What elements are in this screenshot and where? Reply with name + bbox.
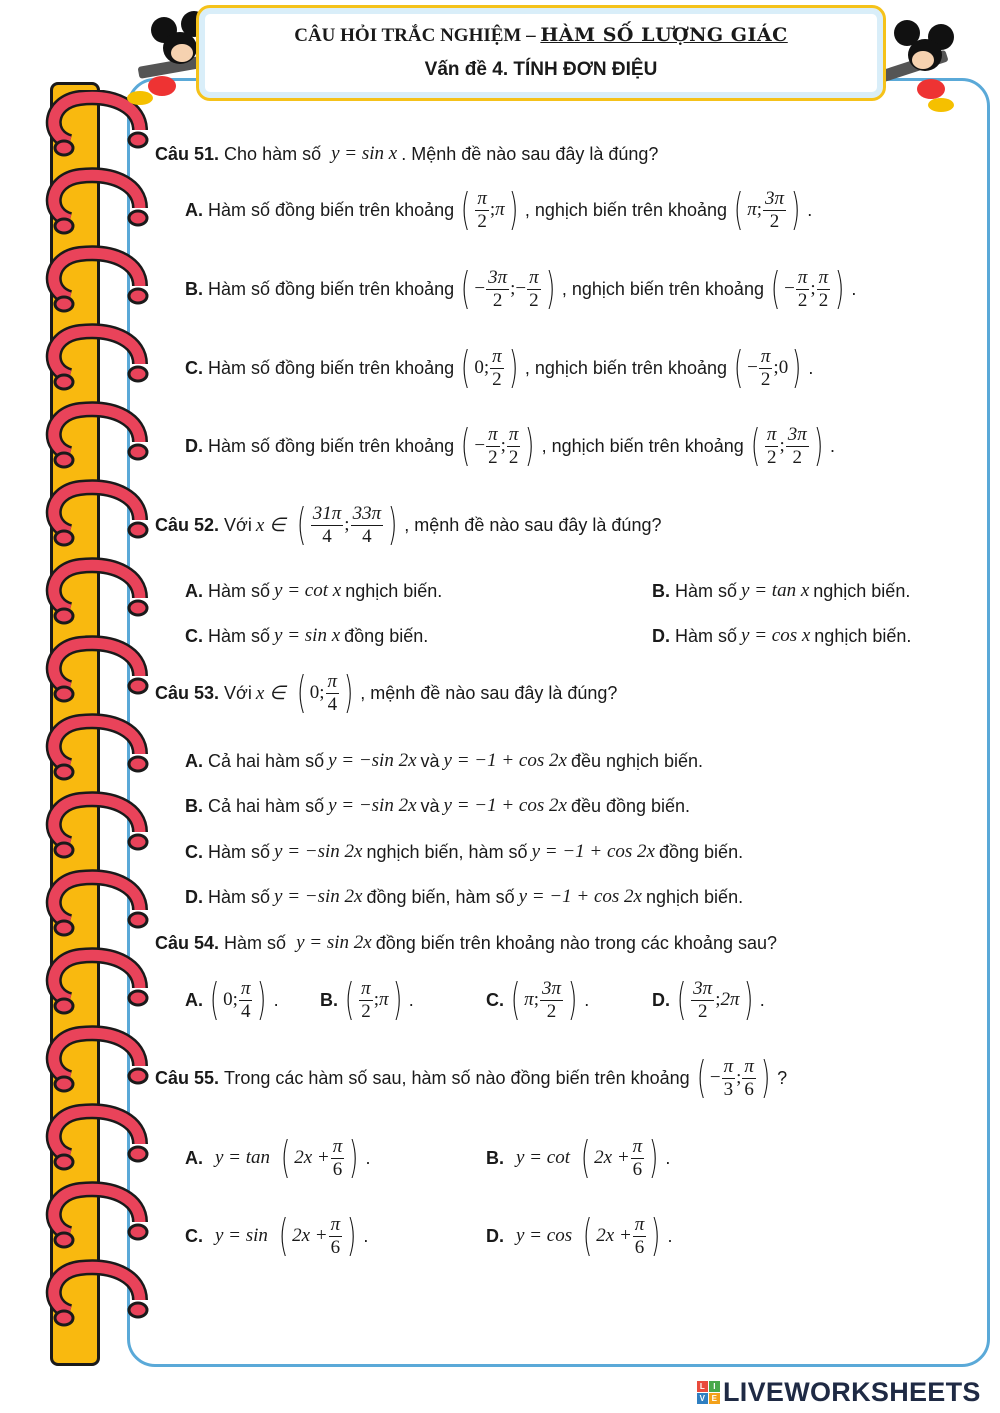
option-51-c[interactable]: C. Hàm số đồng biến trên khoảng ( 0 ; $\frac{\pi}{2}$ ) , nghịch biến trên khoảng ( − $\frac{\pi}{2}$ ; 0 ) . [185,342,814,394]
option-52-b[interactable]: B. Hàm số y = tan x nghịch biến. [652,580,911,601]
option-53-d[interactable]: D. Hàm số y = −sin 2x đồng biến, hàm số y = −1 + cos 2x nghịch biến. [185,886,744,907]
brand-name: LIVEWORKSHEETS [723,1377,981,1407]
option-54-d[interactable]: D. ( $\frac{3\pi}{2}$ ; 2π ) . [652,974,765,1026]
option-51-d[interactable]: D. Hàm số đồng biến trên khoảng ( − $\frac{\pi}{2}$ ; $\frac{\pi}{2}$ ) , nghịch biến trên khoảng ( $\frac{\pi}{2}$ ; $\frac{3\pi}{2}$ ) . [185,420,835,472]
option-52-a[interactable]: A. Hàm số y = cot x nghịch biến. [185,580,443,601]
header-banner [196,5,886,101]
option-53-c[interactable]: C. Hàm số y = −sin 2x nghịch biến, hàm số y = −1 + cos 2x đồng biến. [185,841,744,862]
option-53-a[interactable]: A. Cả hai hàm số y = −sin 2x và y = −1 + cos 2x đều nghịch biến. [185,750,704,771]
question-54: Câu 54. Hàm số y = sin 2x đồng biến trên khoảng nào trong các khoảng sau? [155,932,777,953]
option-54-b[interactable]: B. ( $\frac{\pi}{2}$ ; π ) . [320,974,414,1026]
liveworksheets-logo[interactable] [697,1377,981,1408]
page-subtitle: Vấn đề 4. TÍNH ĐƠN ĐIỆU [424,59,658,80]
question-51: Câu 51. Cho hàm số y = sin x . Mệnh đề nào sau đây là đúng? [155,143,659,164]
option-51-a[interactable]: A. Hàm số đồng biến trên khoảng ( $\frac{\pi}{2}$ ; π ) , nghịch biến trên khoảng ( π ; $\frac{3\pi}{2}$ ) . [185,184,813,236]
option-55-d[interactable]: D. y = cos ( 2x + $\frac{\pi}{6}$ ) . [486,1210,673,1262]
question-55: Câu 55. Trong các hàm số sau, hàm số nào đồng biến trên khoảng ( − $\frac{\pi}{3}$ ; $\frac{\pi}{6}$ ) ? [155,1052,788,1104]
question-53: Câu 53. Với x ∈ ( 0 ; $\frac{\pi}{4}$ ) , mệnh đề nào sau đây là đúng? [155,667,618,719]
option-53-b[interactable]: B. Cả hai hàm số y = −sin 2x và y = −1 + cos 2x đều đồng biến. [185,795,691,816]
option-55-c[interactable]: C. y = sin ( 2x + $\frac{\pi}{6}$ ) . [185,1210,369,1262]
option-54-c[interactable]: C. ( π ; $\frac{3\pi}{2}$ ) . [486,974,590,1026]
option-55-b[interactable]: B. y = cot ( 2x + $\frac{\pi}{6}$ ) . [486,1132,671,1184]
liveworksheets-logo-icon: L I V E [697,1381,720,1404]
spiral-rings [40,90,160,1350]
option-55-a[interactable]: A. y = tan ( 2x + $\frac{\pi}{6}$ ) . [185,1132,371,1184]
option-51-b[interactable]: B. Hàm số đồng biến trên khoảng ( − $\frac{3\pi}{2}$ ; − $\frac{\pi}{2}$ ) , nghịch biến trên khoảng ( − $\frac{\pi}{2}$ ; $\frac{\pi}{2}$ ) . [185,263,857,315]
option-52-c[interactable]: C. Hàm số y = sin x đồng biến. [185,625,429,646]
option-52-d[interactable]: D. Hàm số y = cos x nghịch biến. [652,625,912,646]
option-54-a[interactable]: A. ( 0 ; $\frac{\pi}{4}$ ) . [185,974,279,1026]
topic-title: HÀM SỐ LƯỢNG GIÁC [540,24,788,46]
page-title: CÂU HỎI TRẮC NGHIỆM – HÀM SỐ LƯỢNG GIÁC [294,24,788,46]
question-52: Câu 52. Với x ∈ ( $\frac{31\pi}{4}$ ; $\frac{33\pi}{4}$ ) , mệnh đề nào sau đây là đúng? [155,499,662,551]
